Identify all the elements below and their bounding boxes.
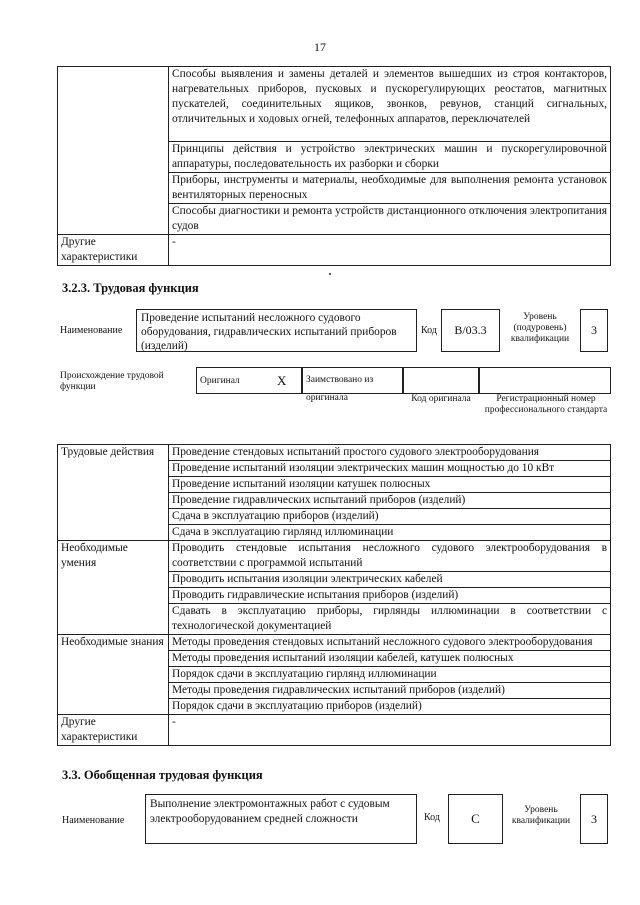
table-cell: Методы проведения гидравлических испытаний приборов (изделий): [169, 683, 611, 699]
group-label-actions: Трудовые действия: [58, 445, 169, 541]
reg-number-label: Регистрационный номер профессионального стандарта: [484, 394, 608, 415]
table-cell: Способы выявления и замены деталей и элементов вышедших из строя контакторов, нагревательных приборов, пусковых и пускорегулирующих реостатов, магнитных пускателей, соединительных ящиков, звонков, ревунов, станций сигнальных, отличительных и ходовых огней, телефонных аппаратов, переключателей: [169, 67, 611, 142]
table-cell: Сдавать в эксплуатацию приборы, гирлянды иллюминации в соответствии с технологической документацией: [169, 604, 611, 635]
reg-number-cell: [479, 367, 611, 394]
table-row: [58, 635, 611, 651]
knowledge-continuation-table: [57, 66, 611, 266]
original-label: Оригинал: [200, 376, 240, 386]
function-name-box: [136, 309, 417, 352]
original-mark: X: [277, 373, 287, 388]
other-characteristics-label: Другие характеристики: [58, 715, 169, 746]
original-cell: [196, 367, 302, 394]
section-heading: 3.3. Обобщенная трудовая функция: [62, 768, 263, 782]
other-characteristics-label: Другие характеристики: [58, 235, 169, 266]
code-value-box: [441, 309, 500, 352]
function-name-value: Проведение испытаний несложного судового оборудования, гидравлических испытаний приборов (изделий): [141, 312, 397, 352]
table-cell: Сдача в эксплуатацию гирлянд иллюминации: [169, 525, 611, 541]
level-value-box: [580, 794, 608, 844]
code-original-label: Код оригинала: [411, 394, 471, 404]
page-number: 17: [314, 40, 326, 54]
table-cell: Проводить гидравлические испытания приборов (изделий): [169, 588, 611, 604]
level-label: Уровень (подуровень) квалификации: [510, 312, 570, 344]
borrowed-cell: [302, 367, 403, 403]
level-value: 3: [591, 323, 597, 337]
table-cell: Проведение испытаний изоляции катушек полюсных: [169, 477, 611, 493]
code-original-cell: [403, 367, 479, 394]
level-value-box: [580, 309, 608, 352]
group-label-skills: Необходимые умения: [58, 541, 169, 635]
table-label-cell: [58, 67, 169, 235]
table-row: [58, 715, 611, 746]
code-value: B/03.3: [454, 323, 487, 337]
other-characteristics-value: -: [169, 235, 611, 266]
name-label: Наименование: [60, 325, 123, 336]
table-cell: Методы проведения испытаний изоляции кабелей, катушек полюсных: [169, 651, 611, 667]
section-heading: 3.2.3. Трудовая функция: [62, 281, 199, 295]
level-value: 3: [591, 812, 597, 826]
borrowed-label: Заимствовано из оригинала: [306, 375, 374, 403]
code-value-box: [448, 794, 503, 844]
table-cell: Приборы, инструменты и материалы, необходимые для выполнения ремонта установок вентиляторных переносных: [169, 173, 611, 204]
level-label: Уровень квалификации: [511, 805, 571, 826]
other-characteristics-value: -: [169, 715, 611, 746]
table-cell: Проведение стендовых испытаний простого судового электрооборудования: [169, 445, 611, 461]
table-cell: Методы проведения стендовых испытаний несложного судового электрооборудования: [169, 635, 611, 651]
table-cell: Способы диагностики и ремонта устройств дистанционного отключения электропитания судов: [169, 204, 611, 235]
table-cell: Порядок сдачи в эксплуатацию гирлянд иллюминации: [169, 667, 611, 683]
table-row: [58, 67, 611, 142]
table-cell: Сдача в эксплуатацию приборов (изделий): [169, 509, 611, 525]
table-row: [58, 541, 611, 572]
table-cell: Принципы действия и устройство электрических машин и пускорегулировочной аппаратуры, последовательность их разборки и сборки: [169, 142, 611, 173]
scan-dot: [329, 273, 331, 275]
table-cell: Порядок сдачи в эксплуатацию приборов (изделий): [169, 699, 611, 715]
code-label: Код: [424, 812, 440, 823]
table-cell: Проведение испытаний изоляции электрических машин мощностью до 10 кВт: [169, 461, 611, 477]
group-label-knowledge: Необходимые знания: [58, 635, 169, 715]
name-label: Наименование: [62, 815, 125, 826]
table-row: [58, 445, 611, 461]
origin-label: Происхождение трудовой функции: [60, 371, 164, 392]
generalized-function-name-box: [145, 794, 417, 844]
code-value: C: [471, 811, 480, 826]
table-cell: Проводить испытания изоляции электрических кабелей: [169, 572, 611, 588]
table-row: [58, 235, 611, 266]
labor-function-table: [57, 444, 611, 746]
generalized-function-name-value: Выполнение электромонтажных работ с судовым электрооборудованием средней сложности: [150, 798, 390, 825]
table-cell: Проведение гидравлических испытаний приборов (изделий): [169, 493, 611, 509]
table-cell: Проводить стендовые испытания несложного судового электрооборудования в соответствии с программой испытаний: [169, 541, 611, 572]
code-label: Код: [421, 325, 437, 336]
